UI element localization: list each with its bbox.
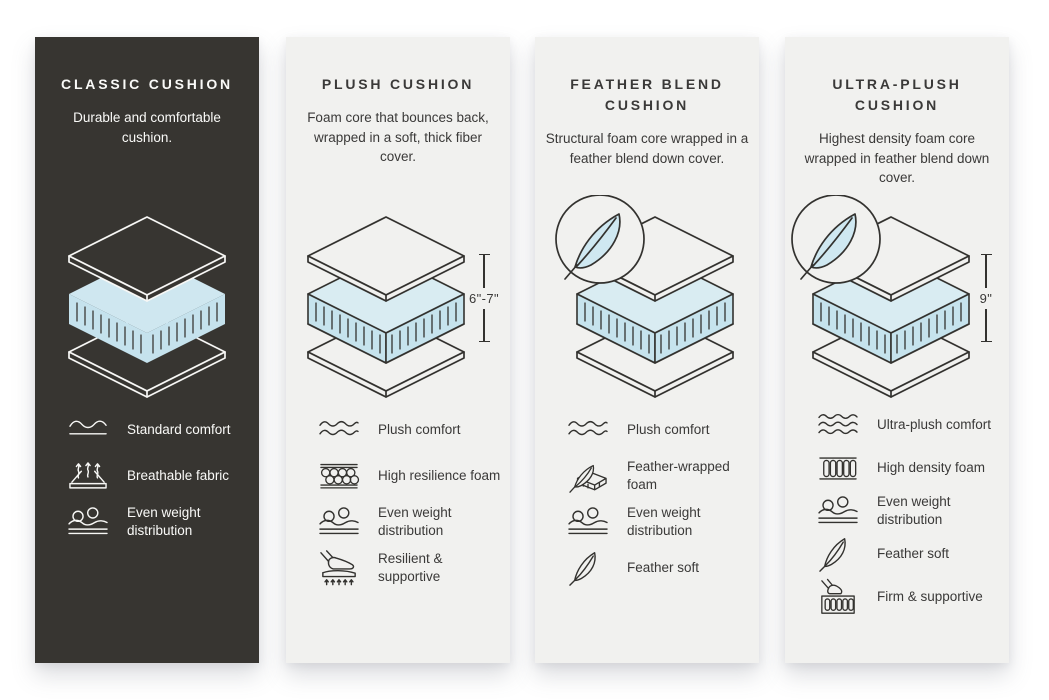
panel-header [785,37,1009,188]
panel-title: FEATHER BLEND CUSHION [570,76,724,113]
feature-label: Plush comfort [627,422,710,438]
panel-description: Structural foam core wrapped in a feather blend down cover. [545,131,749,166]
wave-comfort-icon [65,411,111,449]
plush-cushion-panel [286,37,510,663]
layered-cushion-graphic [286,195,486,407]
height-dimension-marker [466,254,502,342]
dimension-line [483,309,484,341]
feather-blend-cushion-panel [535,37,759,663]
panel-description: Durable and comfortable cushion. [73,110,221,145]
panel-title: CLASSIC CUSHION [61,76,233,92]
classic-cushion-panel [35,37,259,663]
feather-icon [815,535,861,573]
feature-list [815,403,1001,618]
feature-item [565,545,751,591]
height-dimension-label: 9" [979,290,993,306]
feature-item [65,499,251,545]
feature-label: Breathable fabric [127,468,230,484]
even-weight-icon [316,503,362,541]
feature-label: Even weight distribution [127,505,201,538]
feature-item [815,446,1001,489]
resilience-foam-icon [316,457,362,495]
height-dimension-label: 6"-7" [468,290,500,306]
wave-triple-icon [815,406,861,444]
feature-label: Feather soft [877,545,950,561]
firm-supportive-icon [815,578,861,616]
feature-item [565,499,751,545]
density-foam-icon [815,449,861,487]
even-weight-icon [65,503,111,541]
feature-label: High density foam [877,459,986,475]
feature-item [815,403,1001,446]
feather-wrapped-foam-icon [565,457,611,495]
feature-label: Firm & supportive [877,588,983,604]
dimension-line [985,255,986,287]
wave-comfort-icon [316,411,362,449]
feature-item [316,545,502,591]
cushion-illustration [791,195,991,407]
feature-list [565,407,751,591]
panel-header [35,37,259,147]
feather-badge [556,195,644,283]
feature-list [316,407,502,591]
feature-label: Even weight distribution [627,505,701,538]
feature-list [65,407,251,545]
feature-label: Even weight distribution [378,505,452,538]
feature-label: Feather soft [627,560,700,576]
height-dimension-marker [968,254,1004,342]
feature-item [565,453,751,499]
wave-comfort-icon [565,411,611,449]
feature-label: Standard comfort [127,422,231,438]
feather-badge [792,195,880,283]
feature-item [316,407,502,453]
cushion-illustration [286,195,486,407]
ultra-plush-cushion-panel [785,37,1009,663]
feature-label: Plush comfort [378,422,461,438]
panel-title: PLUSH CUSHION [321,76,475,92]
feature-label: Resilient & supportive [378,551,443,584]
dimension-line [483,255,484,287]
cushion-illustration [47,195,247,407]
panel-description: Highest density foam core wrapped in feather blend down cover. [804,131,990,186]
feather-icon [565,549,611,587]
feature-item [565,407,751,453]
feature-item [65,453,251,499]
feature-label: Feather-wrapped foam [627,459,730,492]
feature-item [65,407,251,453]
feature-label: Ultra-plush comfort [877,416,992,432]
even-weight-icon [815,492,861,530]
layered-cushion-graphic [791,195,991,407]
dimension-bottom-cap [981,341,992,342]
layered-cushion-graphic [47,195,247,407]
cushion-illustration [555,195,755,407]
feature-item [815,575,1001,618]
feature-item [815,489,1001,532]
dimension-bottom-cap [479,341,490,342]
feature-label: High resilience foam [378,468,501,484]
feature-label: Even weight distribution [877,493,951,527]
feature-item [316,453,502,499]
panel-title: ULTRA-PLUSH CUSHION [832,76,962,113]
layered-cushion-graphic [555,195,755,407]
feature-item [316,499,502,545]
panel-description: Foam core that bounces back, wrapped in a soft, thick fiber cover. [307,110,489,165]
dimension-line [985,309,986,341]
panel-header [535,37,759,168]
feature-item [815,532,1001,575]
breathable-icon [65,457,111,495]
even-weight-icon [565,503,611,541]
resilient-supportive-icon [316,549,362,587]
panel-header [286,37,510,167]
